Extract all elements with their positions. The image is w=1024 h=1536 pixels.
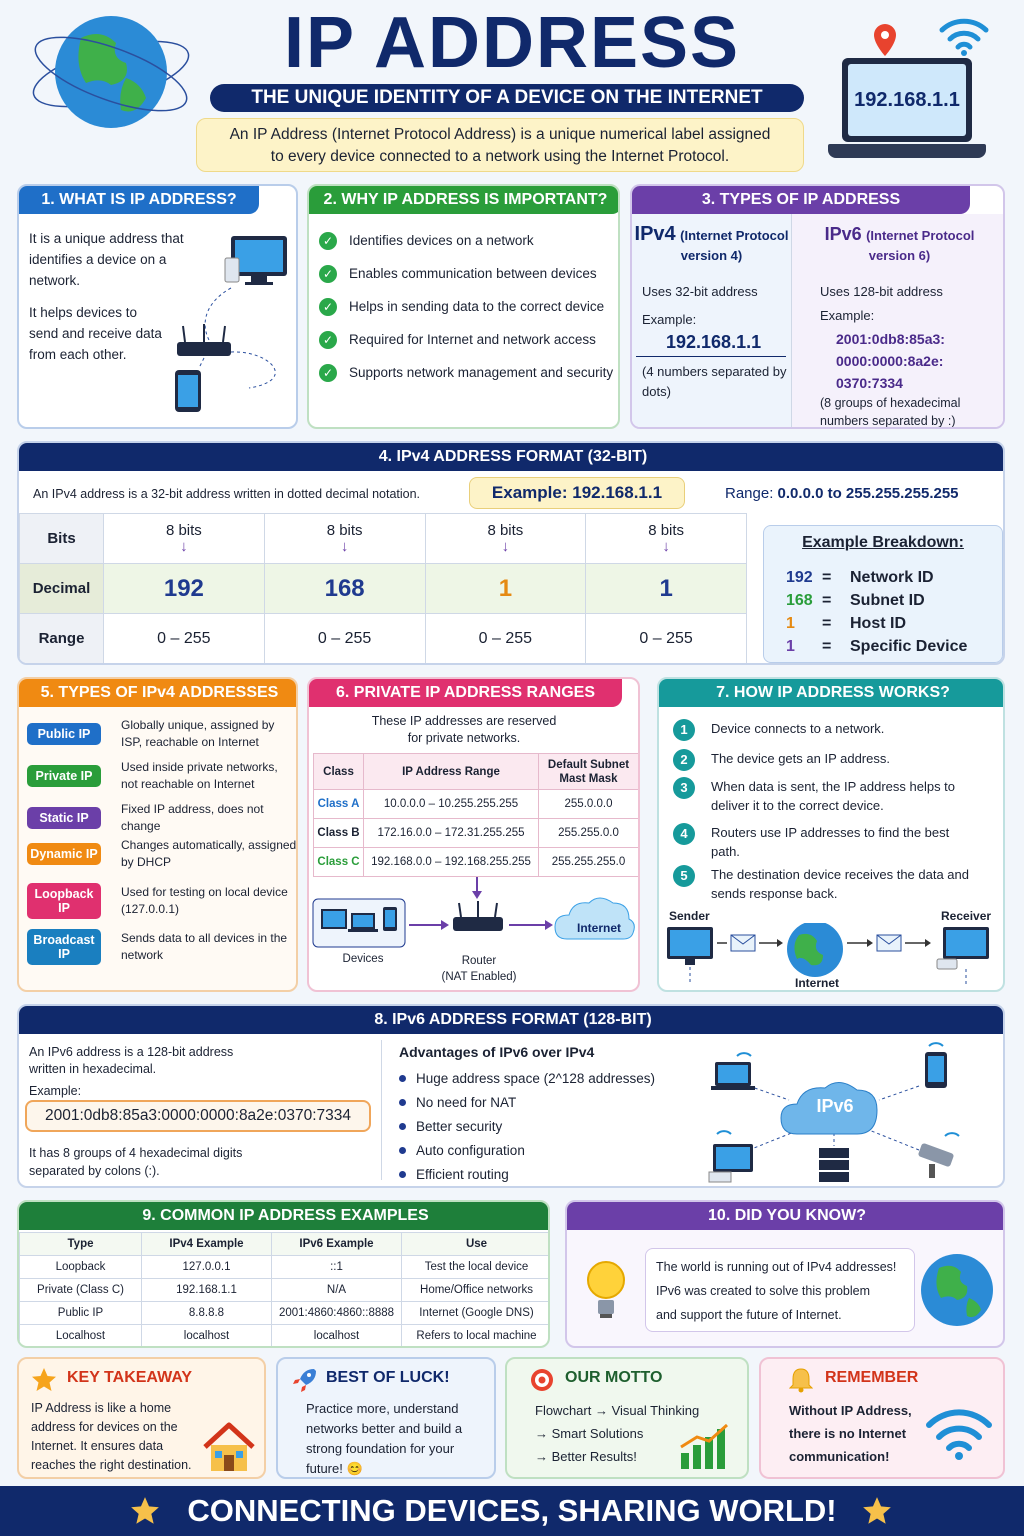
page-title: IP ADDRESS — [283, 3, 741, 83]
section-ipv6-format — [17, 1004, 1005, 1188]
our-motto-title: OUR MOTTO — [565, 1369, 663, 1386]
breakdown-row: 168 = Subnet ID — [786, 592, 925, 609]
network-devices-icon — [169, 230, 294, 420]
ipv4-type-desc: Used for testing on local device (127.0.0.1) — [121, 885, 288, 916]
section-why-important — [307, 184, 620, 429]
step-row — [673, 749, 973, 771]
laptop-ip-label: 192.168.1.1 — [848, 64, 966, 136]
ipv4-example-label: Example: — [642, 312, 697, 327]
check-icon: ✓ — [319, 298, 337, 316]
adv-item: Better security — [399, 1114, 655, 1138]
ipv4-example: 192.168.1.1 — [666, 332, 762, 352]
step-text: Routers use IP addresses to find the best path. — [711, 825, 950, 859]
laptop-icon — [828, 58, 986, 164]
ipv4-type-desc: Used inside private networks, not reachable on Internet — [121, 760, 278, 791]
ipv4-type-badge: Public IP — [27, 723, 101, 745]
key-takeaway-body: IP Address is like a home address for devices on the Internet. It ensures data reaches the right destination. — [31, 1401, 192, 1472]
key-takeaway-card — [17, 1357, 266, 1479]
octet-range: 0 – 255 — [104, 614, 265, 664]
check-item: ✓ Required for Internet and network access — [319, 323, 619, 356]
step-number: 1 — [673, 719, 695, 741]
ipv6-example: 2001:0db8:85a3: 0000:0000:8a2e: 0370:7334 — [836, 331, 945, 391]
best-of-luck-body: Practice more, understand networks better and build a strong foundation for your future! 😊 — [306, 1401, 463, 1476]
step-number: 5 — [673, 865, 695, 887]
section-how-works — [657, 677, 1005, 992]
section-2-title: 2. WHY IP ADDRESS IS IMPORTANT? — [309, 186, 620, 214]
ipv4-type-badge: Broadcast IP — [27, 929, 101, 965]
ipv6-example-box: 2001:0db8:85a3:0000:0000:8a2e:0370:7334 — [25, 1100, 371, 1132]
row-label: Bits — [20, 514, 104, 564]
check-icon: ✓ — [319, 232, 337, 250]
key-takeaway-title: KEY TAKEAWAY — [67, 1369, 193, 1386]
best-of-luck-title: BEST OF LUCK! — [326, 1369, 450, 1386]
ipv4-type-badge: Private IP — [27, 765, 101, 787]
did-you-know-box: The world is running out of IPv4 addresses! IPv6 was created to solve this problem and support the future of Internet. — [645, 1248, 915, 1332]
step-text: The device gets an IP address. — [711, 751, 890, 766]
star-icon — [862, 1496, 892, 1526]
step-text: The destination device receives the data and sends response back. — [711, 867, 970, 901]
ipv4-type-desc: Fixed IP address, does not change — [121, 802, 264, 833]
common-examples-table: Type IPv4 Example IPv6 Example Use Loopback 127.0.0.1 ::1 Test the local device Private (Class C) 192.168.1.1 N/A Home/Office networks Public IP 8.8.8.8 2001:4860:4860::8888 Internet (Google DNS) Localhost localhost localhost Refers to local machine — [19, 1232, 550, 1348]
ipv6-sub: (Internet Protocol — [866, 228, 975, 243]
our-motto-body: Flowchart → Visual Thinking → Smart Solutions → Better Results! — [535, 1403, 700, 1464]
ipv4-type-row — [27, 929, 297, 965]
section-3-title: 3. TYPES OF IP ADDRESS — [632, 186, 970, 214]
section-private-ranges — [307, 677, 640, 992]
location-pin-icon — [870, 22, 900, 58]
intro-line: An IP Address (Internet Protocol Address) is a unique numerical label assigned — [229, 126, 771, 143]
ipv4-example-box: Example: 192.168.1.1 — [469, 477, 685, 509]
step-number: 4 — [673, 823, 695, 845]
ipv4-type-badge: Dynamic IP — [27, 843, 101, 865]
check-icon: ✓ — [319, 364, 337, 382]
step-number: 2 — [673, 749, 695, 771]
ipv4-type-desc: Globally unique, assigned by ISP, reachable on Internet — [121, 718, 275, 749]
section-8-title: 8. IPv6 ADDRESS FORMAT (128-BIT) — [19, 1006, 1005, 1034]
page-subtitle: THE UNIQUE IDENTITY OF A DEVICE ON THE INTERNET — [210, 84, 804, 112]
ipv4-type-row — [27, 717, 297, 751]
section-types-of-ip — [630, 184, 1005, 429]
ipv4-format-desc: An IPv4 address is a 32-bit address written in dotted decimal notation. — [33, 487, 421, 501]
ipv4-type-row — [27, 801, 297, 835]
ipv6-uses: Uses 128-bit address — [820, 284, 943, 299]
ipv6-example-label: Example: — [29, 1084, 82, 1098]
ipv4-bits-table: Bits 8 bits ↓ 8 bits ↓ 8 bits ↓ 8 bits ↓ Decimal 192 168 1 1 Range 0 – 255 0 – 255 0 – 255 0 – 255 — [19, 513, 747, 664]
decimal-octet: 168 — [264, 564, 425, 614]
ipv4-type-desc: Sends data to all devices in the network — [121, 931, 288, 962]
ipv4-type-desc: Changes automatically, assigned by DHCP — [121, 838, 297, 869]
internet-label: Internet — [794, 976, 839, 990]
s1-paragraph-2: It helps devices to send and receive data from each other. — [29, 305, 162, 362]
decimal-octet: 1 — [586, 564, 747, 614]
step-row — [673, 719, 973, 741]
internet-label: Internet — [576, 921, 621, 935]
ipv6-example-label: Example: — [820, 308, 875, 323]
check-item: ✓ Enables communication between devices — [319, 257, 619, 290]
star-icon — [31, 1367, 57, 1393]
ipv4-type-badge: Static IP — [27, 807, 101, 829]
ipv4-type-row — [27, 883, 297, 919]
octet-range: 0 – 255 — [586, 614, 747, 664]
wifi-icon — [925, 1405, 993, 1461]
ipv6-name: IPv6 — [824, 224, 862, 244]
breakdown-row: 1 = Host ID — [786, 615, 906, 632]
ipv4-range: Range: 0.0.0.0 to 255.255.255.255 — [725, 485, 959, 502]
devices-label: Devices — [342, 953, 384, 965]
breakdown-row: 192 = Network ID — [786, 569, 934, 586]
step-text: Device connects to a network. — [711, 721, 885, 736]
check-item: ✓ Identifies devices on a network — [319, 224, 619, 257]
section-ipv4-types — [17, 677, 298, 992]
step-row — [673, 865, 973, 903]
example-breakdown — [763, 525, 1003, 663]
section-did-you-know — [565, 1200, 1005, 1348]
check-icon: ✓ — [319, 331, 337, 349]
step-text: When data is sent, the IP address helps to deliver it to the correct device. — [711, 779, 956, 813]
section-what-is-ip — [17, 184, 298, 429]
lightbulb-icon — [583, 1256, 629, 1326]
section-ipv4-format — [17, 441, 1005, 665]
ipv6-column — [792, 214, 1005, 429]
row-label: Range — [20, 614, 104, 664]
ipv4-note: (4 numbers separated by dots) — [642, 364, 787, 399]
breakdown-title: Example Breakdown: — [802, 534, 964, 551]
intro-box — [196, 118, 804, 172]
section-common-examples — [17, 1200, 550, 1348]
breakdown-row: 1 = Specific Device — [786, 638, 968, 655]
section-10-title: 10. DID YOU KNOW? — [567, 1202, 1005, 1230]
octet-range: 0 – 255 — [264, 614, 425, 664]
receiver-label: Receiver — [941, 909, 992, 923]
ipv4-type-row — [27, 759, 297, 793]
ipv4-sub: version 4) — [680, 248, 743, 263]
section-9-title: 9. COMMON IP ADDRESS EXAMPLES — [19, 1202, 550, 1230]
rocket-icon — [292, 1367, 318, 1393]
step-number: 3 — [673, 777, 695, 799]
wifi-icon — [938, 14, 990, 56]
s1-paragraph-1: It is a unique address that identifies a device on a network. — [29, 231, 184, 288]
check-item: ✓ Helps in sending data to the correct device — [319, 290, 619, 323]
decimal-octet: 192 — [104, 564, 265, 614]
ipv6-note: (8 groups of hexadecimal numbers separated by :) — [820, 396, 961, 428]
adv-item: Huge address space (2^128 addresses) — [399, 1066, 655, 1090]
ipv4-column — [632, 214, 792, 429]
target-icon — [529, 1367, 555, 1393]
ipv4-uses: Uses 32-bit address — [642, 284, 758, 299]
ipv4-type-badge: Loopback IP — [27, 883, 101, 919]
section-1-title: 1. WHAT IS IP ADDRESS? — [19, 186, 259, 214]
bell-icon — [789, 1367, 813, 1393]
section-7-title: 7. HOW IP ADDRESS WORKS? — [659, 679, 1005, 707]
octet-range: 0 – 255 — [425, 614, 586, 664]
adv-item: Auto configuration — [399, 1138, 655, 1162]
sender-label: Sender — [669, 909, 710, 923]
house-icon — [201, 1419, 257, 1475]
section-5-title: 5. TYPES OF IPv4 ADDRESSES — [19, 679, 298, 707]
remember-card — [759, 1357, 1005, 1479]
section-6-title: 6. PRIVATE IP ADDRESS RANGES — [309, 679, 622, 707]
remember-title: REMEMBER — [825, 1369, 919, 1386]
row-label: Decimal — [20, 564, 104, 614]
adv-item: No need for NAT — [399, 1090, 655, 1114]
step-row — [673, 777, 973, 815]
step-row — [673, 823, 973, 861]
private-range-table: Class IP Address Range Default Subnet Mast Mask Class A 10.0.0.0 – 10.255.255.255 255.0.0.0 Class B 172.16.0.0 – 172.31.255.255 255.255.0.0 Class C 192.168.0.0 – 192.168.255.255 255.255.255.0 — [313, 753, 639, 877]
decimal-octet: 1 — [425, 564, 586, 614]
ipv6-cloud-label: IPv6 — [816, 1096, 854, 1116]
section-4-title: 4. IPv4 ADDRESS FORMAT (32-BIT) — [19, 443, 1005, 471]
ipv4-sub: (Internet Protocol — [680, 228, 789, 243]
adv-item: Efficient routing — [399, 1162, 655, 1186]
footer-slogan: CONNECTING DEVICES, SHARING WORLD! — [187, 1493, 837, 1528]
adv-title: Advantages of IPv6 over IPv4 — [399, 1044, 595, 1060]
adv-list — [399, 1066, 655, 1186]
check-icon: ✓ — [319, 265, 337, 283]
growth-chart-icon — [679, 1423, 731, 1471]
s6-desc: These IP addresses are reserved for private networks. — [371, 714, 557, 745]
globe-icon — [919, 1252, 995, 1328]
check-item: ✓ Supports network management and security — [319, 356, 619, 389]
best-of-luck-card — [276, 1357, 496, 1479]
remember-body: Without IP Address, there is no Internet communication! — [789, 1403, 912, 1464]
our-motto-card — [505, 1357, 749, 1479]
ipv4-type-row — [27, 837, 297, 871]
ipv6-sub: version 6) — [868, 248, 931, 263]
ipv6-desc: An IPv6 address is a 128-bit address written in hexadecimal. — [29, 1045, 234, 1076]
intro-line: to every device connected to a network using the Internet Protocol. — [270, 148, 730, 165]
footer-banner — [0, 1486, 1024, 1536]
s2-checklist — [319, 224, 619, 389]
ipv4-name: IPv4 — [634, 223, 676, 245]
ipv6-note: It has 8 groups of 4 hexadecimal digits separated by colons (:). — [29, 1146, 243, 1178]
router-label: Router (NAT Enabled) — [441, 955, 517, 983]
